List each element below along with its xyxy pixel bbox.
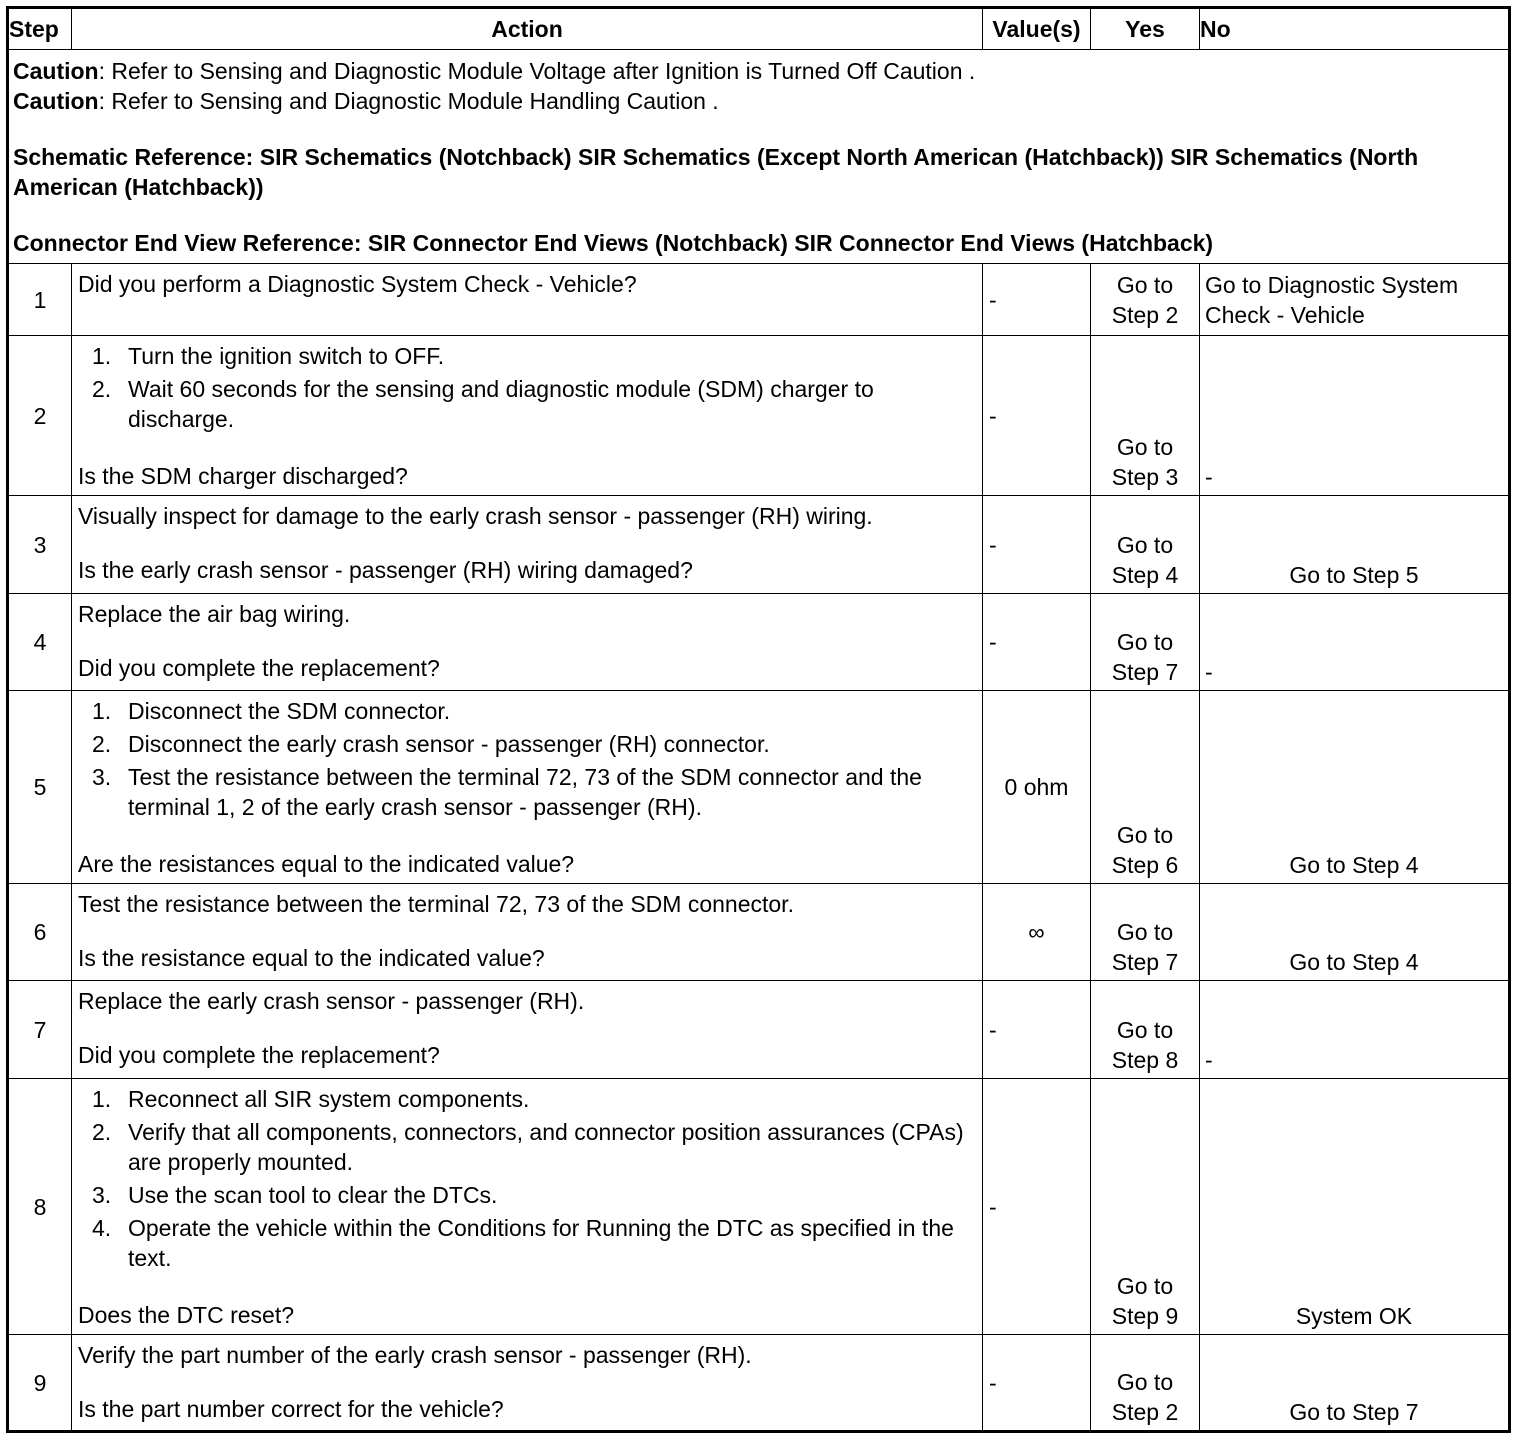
- no-cell: Go to Step 7: [1200, 1335, 1510, 1432]
- action-cell: Replace the early crash sensor - passenger (RH). Did you complete the replacement?: [72, 981, 983, 1079]
- question: Is the early crash sensor - passenger (RH) wiring damaged?: [78, 557, 693, 583]
- no-cell: Go to Step 5: [1200, 496, 1510, 594]
- yes-cell: Go to Step 3: [1091, 336, 1200, 496]
- info-row: [8, 50, 1510, 264]
- connector-reference: Connector End View Reference: SIR Connector End Views (Notchback) SIR Connector End Views (Hatchback): [13, 230, 1214, 256]
- question: Are the resistances equal to the indicated value?: [78, 851, 575, 877]
- question: Is the resistance equal to the indicated value?: [78, 945, 545, 971]
- header-action: Action: [72, 8, 983, 50]
- question: Did you complete the replacement?: [78, 655, 440, 681]
- action-cell: [72, 336, 983, 496]
- no-cell: -: [1200, 336, 1510, 496]
- caution-line-2: Caution: Refer to Sensing and Diagnostic Module Handling Caution .: [13, 88, 719, 114]
- value-cell: -: [983, 264, 1091, 336]
- table-row: [8, 1079, 1510, 1335]
- schematic-reference: Schematic Reference: SIR Schematics (Notchback) SIR Schematics (Except North American (Hatchback)) SIR Schematics (North American (Hatchback)): [13, 144, 1419, 200]
- step-list: [78, 1084, 974, 1273]
- step-list: [78, 696, 974, 822]
- no-cell: Go to Step 4: [1200, 691, 1510, 884]
- diagnostic-table: [6, 6, 1511, 1433]
- value-cell: -: [983, 981, 1091, 1079]
- header-no: No: [1200, 8, 1510, 50]
- list-item: 1. Turn the ignition switch to OFF.: [92, 343, 445, 369]
- caution-line-1: Caution: Refer to Sensing and Diagnostic Module Voltage after Ignition is Turned Off Caution .: [13, 58, 976, 84]
- no-cell: -: [1200, 981, 1510, 1079]
- header-values: Value(s): [983, 8, 1091, 50]
- header-yes: Yes: [1091, 8, 1200, 50]
- question: Is the part number correct for the vehicle?: [78, 1396, 504, 1422]
- yes-cell: Go to Step 2: [1091, 1335, 1200, 1432]
- table-row: [8, 1335, 1510, 1432]
- yes-cell: Go to Step 6: [1091, 691, 1200, 884]
- value-cell: ∞: [983, 884, 1091, 981]
- step-list: [78, 341, 974, 434]
- action-cell: Replace the air bag wiring. Did you complete the replacement?: [72, 594, 983, 691]
- table-row: [8, 981, 1510, 1079]
- value-cell: -: [983, 496, 1091, 594]
- list-item: 3. Test the resistance between the terminal 72, 73 of the SDM connector and the terminal 1, 2 of the early crash sensor - passenger (RH).: [92, 764, 922, 820]
- question: Is the SDM charger discharged?: [78, 463, 408, 489]
- table-row: [8, 884, 1510, 981]
- value-cell: 0 ohm: [983, 691, 1091, 884]
- header-step: Step: [8, 8, 72, 50]
- no-cell: -: [1200, 594, 1510, 691]
- action-cell: [72, 1079, 983, 1335]
- list-item: 3. Use the scan tool to clear the DTCs.: [92, 1182, 498, 1208]
- no-cell: Go to Diagnostic System Check - Vehicle: [1200, 264, 1510, 336]
- table-row: [8, 594, 1510, 691]
- step-number: 2: [8, 336, 72, 496]
- step-number: 4: [8, 594, 72, 691]
- question: Did you complete the replacement?: [78, 1042, 440, 1068]
- yes-cell: Go to Step 9: [1091, 1079, 1200, 1335]
- yes-cell: Go to Step 2: [1091, 264, 1200, 336]
- action-cell: Verify the part number of the early crash sensor - passenger (RH). Is the part number correct for the vehicle?: [72, 1335, 983, 1432]
- no-cell: Go to Step 4: [1200, 884, 1510, 981]
- action-cell: Visually inspect for damage to the early crash sensor - passenger (RH) wiring. Is the early crash sensor - passenger (RH) wiring damaged?: [72, 496, 983, 594]
- no-cell: System OK: [1200, 1079, 1510, 1335]
- step-number: 8: [8, 1079, 72, 1335]
- yes-cell: Go to Step 7: [1091, 594, 1200, 691]
- table-row: [8, 691, 1510, 884]
- value-cell: -: [983, 336, 1091, 496]
- table-row: [8, 496, 1510, 594]
- value-cell: -: [983, 1079, 1091, 1335]
- value-cell: -: [983, 594, 1091, 691]
- table-row: [8, 264, 1510, 336]
- list-item: 1. Reconnect all SIR system components.: [92, 1086, 530, 1112]
- action-cell: Test the resistance between the terminal 72, 73 of the SDM connector. Is the resistance equal to the indicated value?: [72, 884, 983, 981]
- header-row: [8, 8, 1510, 50]
- list-item: 4. Operate the vehicle within the Conditions for Running the DTC as specified in the text.: [92, 1215, 954, 1271]
- table-row: [8, 336, 1510, 496]
- step-number: 1: [8, 264, 72, 336]
- step-number: 5: [8, 691, 72, 884]
- yes-cell: Go to Step 4: [1091, 496, 1200, 594]
- step-number: 7: [8, 981, 72, 1079]
- list-item: 1. Disconnect the SDM connector.: [92, 698, 451, 724]
- action-cell: Did you perform a Diagnostic System Check - Vehicle?: [72, 264, 983, 336]
- question: Does the DTC reset?: [78, 1302, 295, 1328]
- step-number: 6: [8, 884, 72, 981]
- list-item: 2. Verify that all components, connectors, and connector position assurances (CPAs) are properly mounted.: [92, 1119, 964, 1175]
- step-number: 9: [8, 1335, 72, 1432]
- step-number: 3: [8, 496, 72, 594]
- action-cell: [72, 691, 983, 884]
- value-cell: -: [983, 1335, 1091, 1432]
- info-cell: [8, 50, 1510, 264]
- yes-cell: Go to Step 8: [1091, 981, 1200, 1079]
- list-item: 2. Disconnect the early crash sensor - passenger (RH) connector.: [92, 731, 770, 757]
- list-item: 2. Wait 60 seconds for the sensing and diagnostic module (SDM) charger to discharge.: [92, 376, 874, 432]
- yes-cell: Go to Step 7: [1091, 884, 1200, 981]
